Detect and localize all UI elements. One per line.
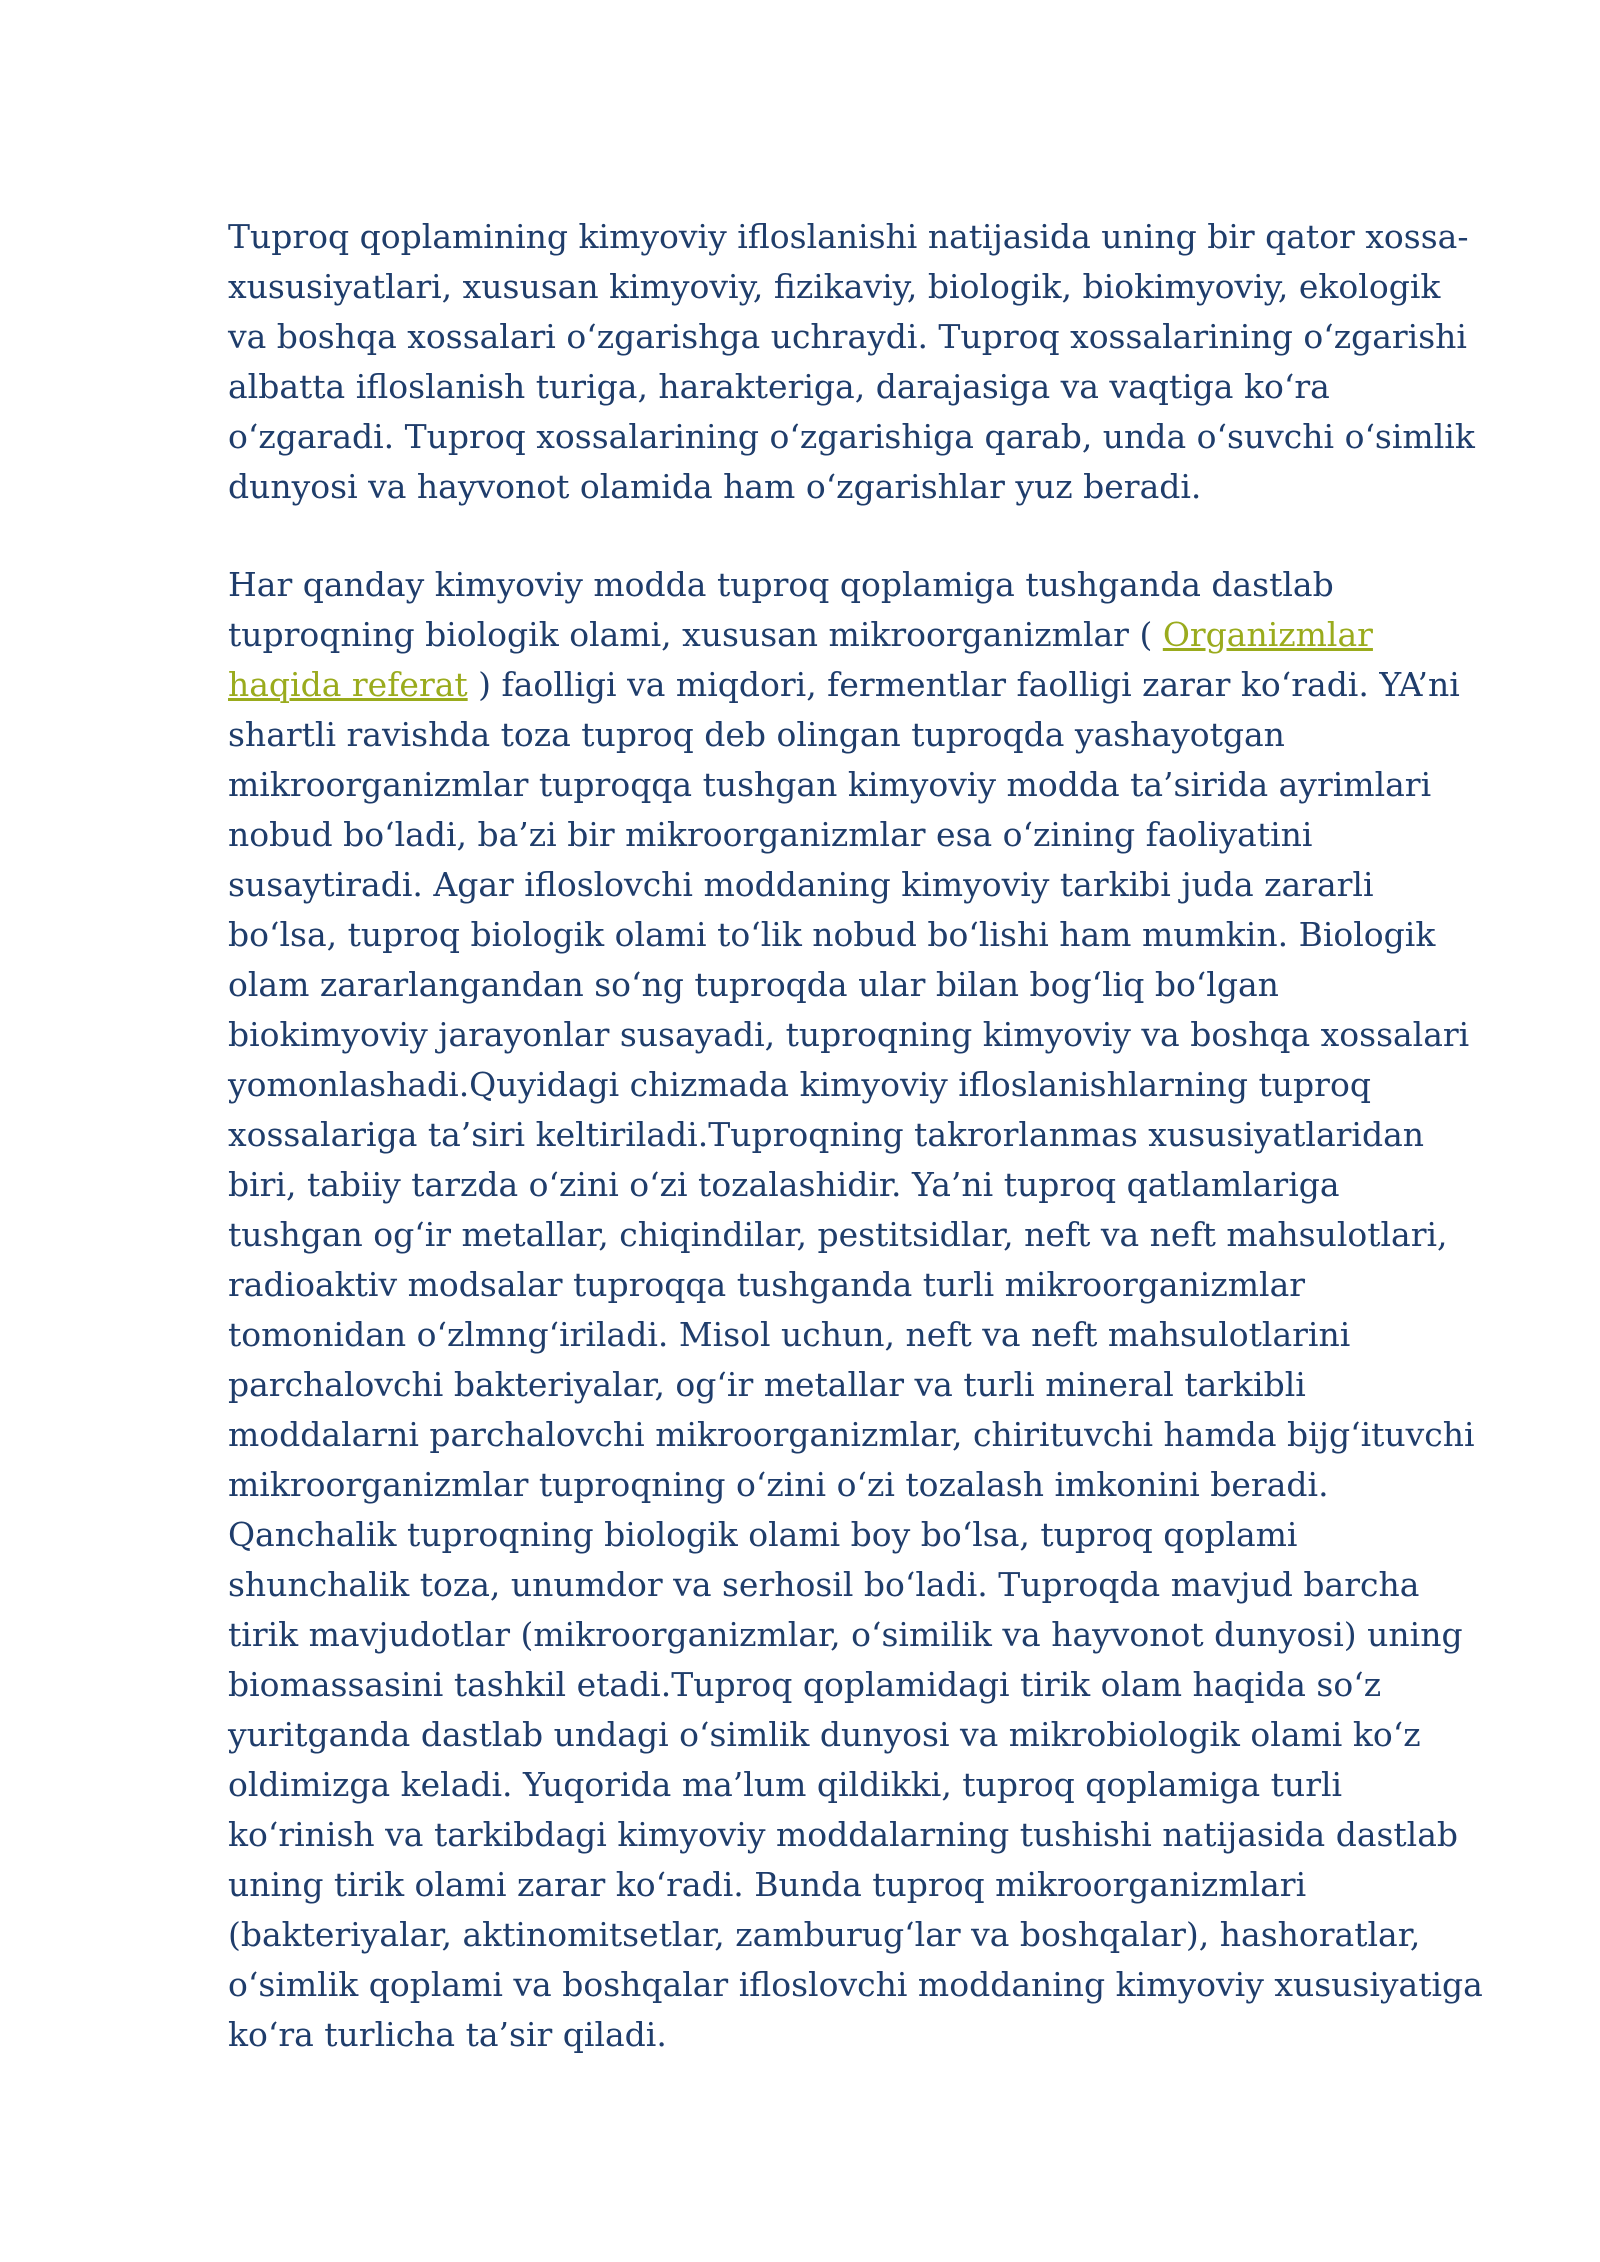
document-body [228,212,1484,2060]
paragraph-1: Tuproq qoplamining kimyoviy ifloslanishi natijasida uning bir qator xossa-xususiyatlari, xususan kimyoviy, fizikaviy, biologik, biokimyoviy, ekologik va boshqa xossalari o‘zgarishga uchraydi. Tuproq xossalarining o‘zgarishi albatta ifloslanish turiga, harakteriga, darajasiga va vaqtiga ko‘ra o‘zgaradi. Tuproq xossalarining o‘zgarishiga qarab, unda o‘suvchi o‘simlik dunyosi va hayvonot olamida ham o‘zgarishlar yuz beradi. [228,217,1475,506]
paragraph-2-text-before-link: Har qanday kimyoviy modda tuproq qoplamiga tushganda dastlab tuproqning biologik olami, xususan mikroorganizmlar ( [228,565,1334,654]
paragraph-2-text-after-link: ) faolligi va miqdori, fermentlar faolligi zarar ko‘radi. YA’ni shartli ravishda toza tuproq deb olingan tuproqda yashayotgan mikroorganizmlar tuproqqa tushgan kimyoviy modda ta’sirida ayrimlari nobud bo‘ladi, ba’zi bir mikroorganizmlar esa o‘zining faoliyatini susaytiradi. Agar ifloslovchi moddaning kimyoviy tarkibi juda zararli bo‘lsa, tuproq biologik olami to‘lik nobud bo‘lishi ham mumkin. Biologik olam zararlangandan so‘ng tuproqda ular bilan bog‘liq bo‘lgan biokimyoviy jarayonlar susayadi, tuproqning kimyoviy va boshqa xossalari yomonlashadi.Quyidagi chizmada kimyoviy ifloslanishlarning tuproq xossalariga ta’siri keltiriladi.Tuproqning takrorlanmas xususiyatlaridan biri, tabiiy tarzda o‘zini o‘zi tozalashidir. Ya’ni tuproq qatlamlariga tushgan og‘ir metallar, chiqindilar, pestitsidlar, neft va neft mahsulotlari, radioaktiv modsalar tuproqqa tushganda turli mikroorganizmlar tomonidan o‘zlmng‘iriladi. Misol uchun, neft va neft mahsulotlarini parchalovchi bakteriyalar, og‘ir metallar va turli mineral tarkibli moddalarni parchalovchi mikroorganizmlar, chirituvchi hamda bijg‘ituvchi mikroorganizmlar tuproqning o‘zini o‘zi tozalash imkonini beradi. Qanchalik tuproqning biologik olami boy bo‘lsa, tuproq qoplami shunchalik toza, unumdor va serhosil bo‘ladi. Tuproqda mavjud barcha tirik mavjudotlar (mikroorganizmlar, o‘similik va hayvonot dunyosi) uning biomassasini tashkil etadi.Tuproq qoplamidagi tirik olam haqida so‘z yuritganda dastlab undagi o‘simlik dunyosi va mikrobiologik olami ko‘z oldimizga keladi. Yuqorida ma’lum qildikki, tuproq qoplamiga turli ko‘rinish va tarkibdagi kimyoviy moddalarning tushishi natijasida dastlab uning tirik olami zarar ko‘radi. Bunda tuproq mikroorganizmlari (bakteriyalar, aktinomitsetlar, zamburug‘lar va boshqalar), hashoratlar, o‘simlik qoplami va boshqalar ifloslovchi moddaning kimyoviy xususiyatiga ko‘ra turlicha ta’sir qiladi. [228,665,1483,2054]
organizmlar-referat-link[interactable]: Organizmlar haqida referat [228,615,1373,704]
paragraph-2 [228,560,1484,2060]
